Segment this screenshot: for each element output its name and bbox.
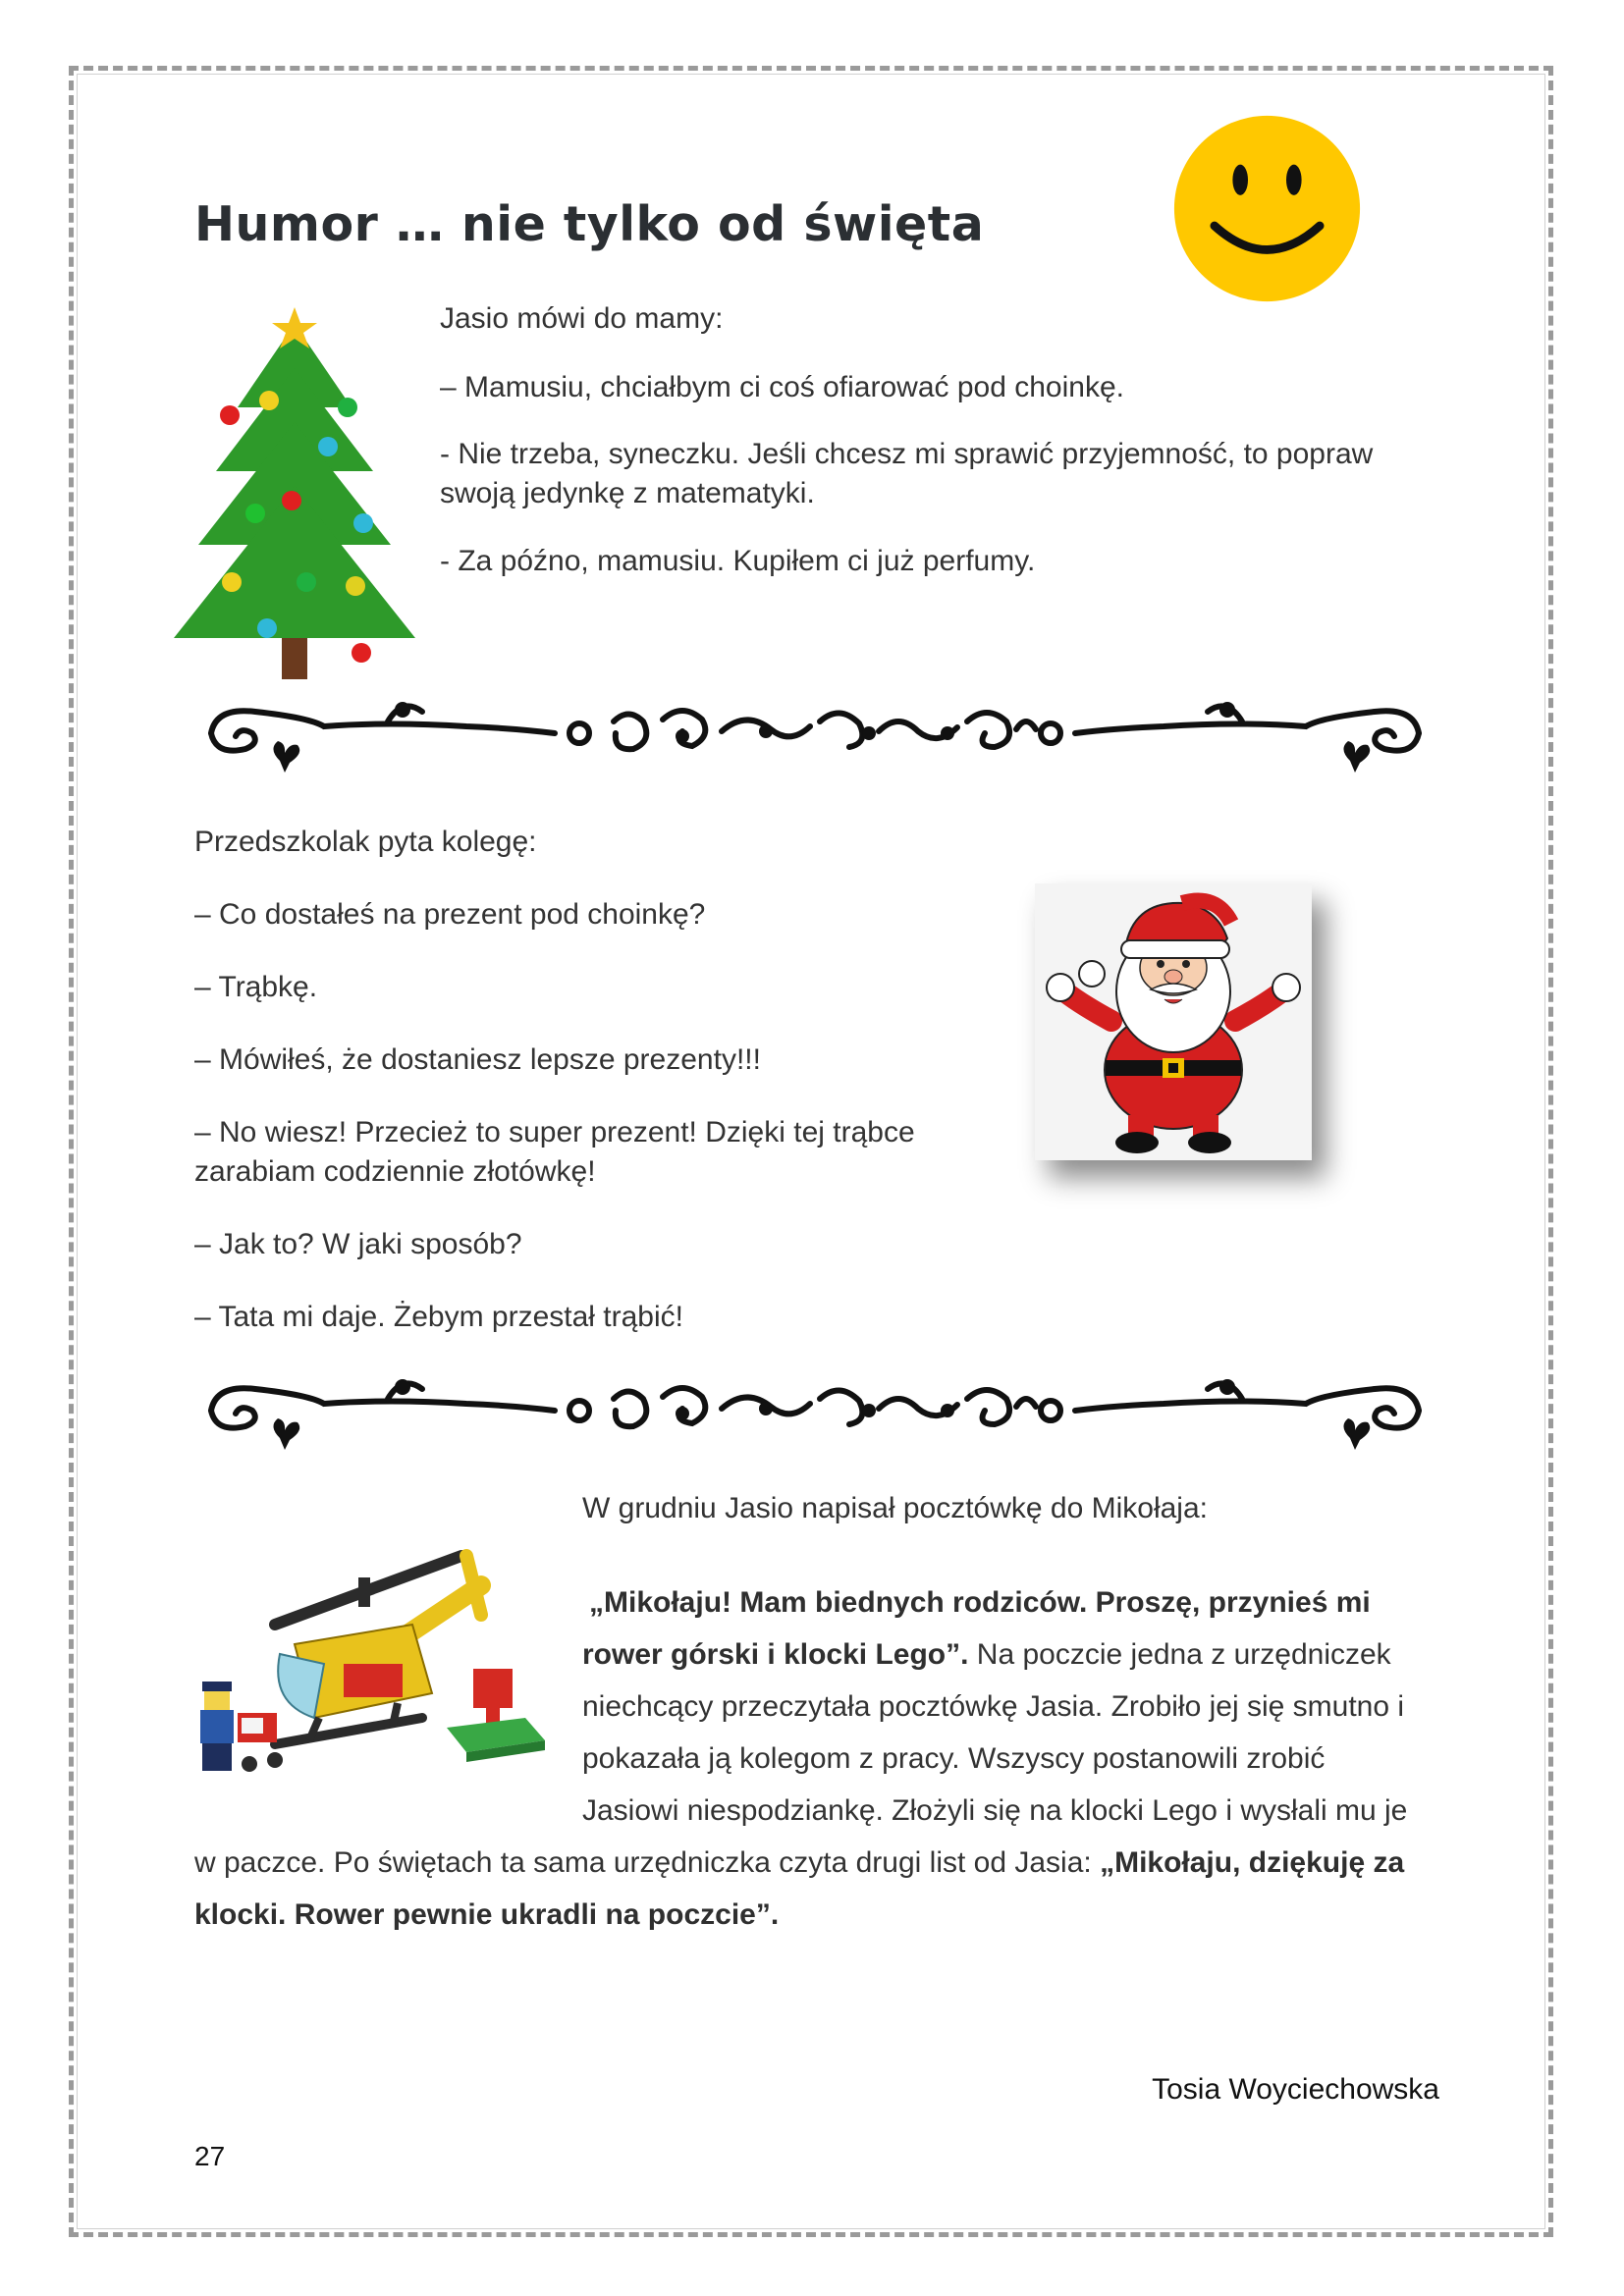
joke1-line: – Mamusiu, chciałbym ci coś ofiarować pod choinkę.	[440, 371, 1124, 403]
letter-quote: „Mikołaju, dziękuję za	[1100, 1846, 1405, 1879]
joke2-line: – Mówiłeś, że dostaniesz lepsze prezenty!!!	[194, 1043, 761, 1076]
joke2-line: – Jak to? W jaki sposób?	[194, 1228, 522, 1260]
ornamental-divider	[191, 682, 1438, 790]
letter-quote: „Mikołaju! Mam biednych rodziców. Proszę, przynieś mi	[589, 1586, 1371, 1619]
lego-helicopter-picture	[187, 1517, 560, 1796]
joke3-line: pokazała ją kolegom z pracy. Wszyscy postanowili zrobić	[582, 1742, 1326, 1775]
joke3-text: Na poczcie jedna z urzędniczek	[968, 1638, 1391, 1671]
joke3-line	[194, 1846, 1404, 1880]
joke3-line	[194, 1898, 779, 1932]
joke2-line: – No wiesz! Przecież to super prezent! Dzięki tej trąbce zarabiam codziennie złotówkę!	[194, 1116, 915, 1188]
joke1-line: Jasio mówi do mamy:	[440, 302, 724, 335]
joke2-line: – Co dostałeś na prezent pod choinkę?	[194, 898, 706, 931]
author-name: Tosia Woyciechowska	[1152, 2073, 1439, 2106]
joke3-line	[582, 1638, 1391, 1672]
joke2-line: – Trąbkę.	[194, 971, 318, 1003]
page-title: Humor … nie tylko od święta	[194, 196, 985, 252]
joke3-intro: W grudniu Jasio napisał pocztówkę do Mikołaja:	[582, 1492, 1208, 1524]
joke1-line: - Nie trzeba, syneczku. Jeśli chcesz mi sprawić przyjemność, to popraw swoją jedynkę z matematyki.	[440, 438, 1374, 509]
joke3-line	[589, 1586, 1371, 1620]
santa-claus-picture	[1035, 883, 1312, 1160]
joke3-line: niechcący przeczytała pocztówkę Jasia. Zrobiło jej się smutno i	[582, 1690, 1405, 1723]
ornamental-divider	[191, 1360, 1438, 1468]
letter-quote: rower górski i klocki Lego”.	[582, 1638, 969, 1671]
joke3-text: w paczce. Po świętach ta sama urzędniczka czyta drugi list od Jasia:	[194, 1846, 1101, 1879]
letter-quote: klocki. Rower pewnie ukradli na poczcie”.	[194, 1898, 780, 1931]
joke2-line: Przedszkolak pyta kolegę:	[194, 826, 537, 858]
joke3-line: Jasiowi niespodziankę. Złożyli się na klocki Lego i wysłali mu je	[582, 1794, 1408, 1827]
christmas-tree-icon	[169, 299, 424, 682]
joke1-line: - Za późno, mamusiu. Kupiłem ci już perfumy.	[440, 545, 1036, 577]
page-number: 27	[194, 2141, 226, 2171]
joke2-line: – Tata mi daje. Żebym przestał trąbić!	[194, 1301, 683, 1333]
smiley-face-icon	[1171, 113, 1363, 304]
